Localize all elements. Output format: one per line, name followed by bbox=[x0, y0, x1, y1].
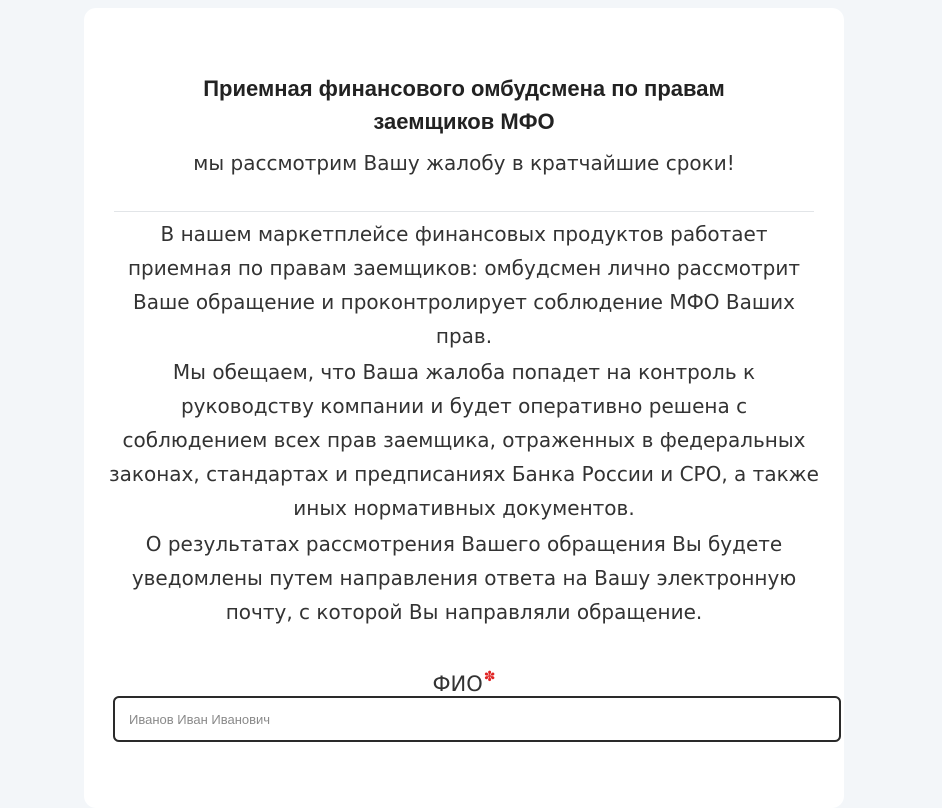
intro-paragraph-2-line: иных нормативных документов. bbox=[293, 496, 635, 520]
header-divider bbox=[114, 211, 814, 212]
complaint-card bbox=[84, 8, 844, 808]
intro-paragraph-2-line: Мы обещаем, что Ваша жалоба попадет на контроль к bbox=[172, 360, 756, 384]
page-title bbox=[84, 72, 844, 138]
intro-paragraph-3 bbox=[104, 527, 824, 629]
intro-text bbox=[104, 217, 824, 629]
intro-paragraph-3-line: почту, с которой Вы направляли обращение. bbox=[225, 600, 703, 624]
intro-paragraph-2-line: законах, стандартах и предписаниях Банка России и СРО, а также bbox=[109, 462, 819, 486]
intro-paragraph-2-line: соблюдением всех прав заемщика, отраженных в федеральных bbox=[122, 428, 806, 452]
intro-paragraph-1 bbox=[104, 217, 824, 353]
page-title-line-1: Приемная финансового омбудсмена по правам bbox=[203, 76, 725, 101]
intro-paragraph-3-line: уведомлены путем направления ответа на Вашу электронную bbox=[131, 566, 797, 590]
intro-paragraph-3-line: О результатах рассмотрения Вашего обращения Вы будете bbox=[145, 532, 783, 556]
intro-paragraph-2-line: руководству компании и будет оперативно решена с bbox=[180, 394, 748, 418]
fio-label-text: ФИО bbox=[432, 672, 483, 696]
page-title-line-2: заемщиков МФО bbox=[373, 109, 555, 134]
fio-input[interactable] bbox=[113, 696, 841, 742]
intro-paragraph-1-line: В нашем маркетплейсе финансовых продуктов работает bbox=[160, 222, 768, 246]
intro-paragraph-1-line: прав. bbox=[435, 324, 493, 348]
intro-paragraph-2 bbox=[104, 355, 824, 525]
intro-paragraph-1-line: Ваше обращение и проконтролирует соблюдение МФО Ваших bbox=[132, 290, 796, 314]
intro-paragraph-1-line: приемная по правам заемщиков: омбудсмен лично рассмотрит bbox=[127, 256, 801, 280]
required-asterisk-icon: ✽ bbox=[483, 669, 496, 685]
page-subtitle: мы рассмотрим Вашу жалобу в кратчайшие сроки! bbox=[193, 151, 735, 175]
